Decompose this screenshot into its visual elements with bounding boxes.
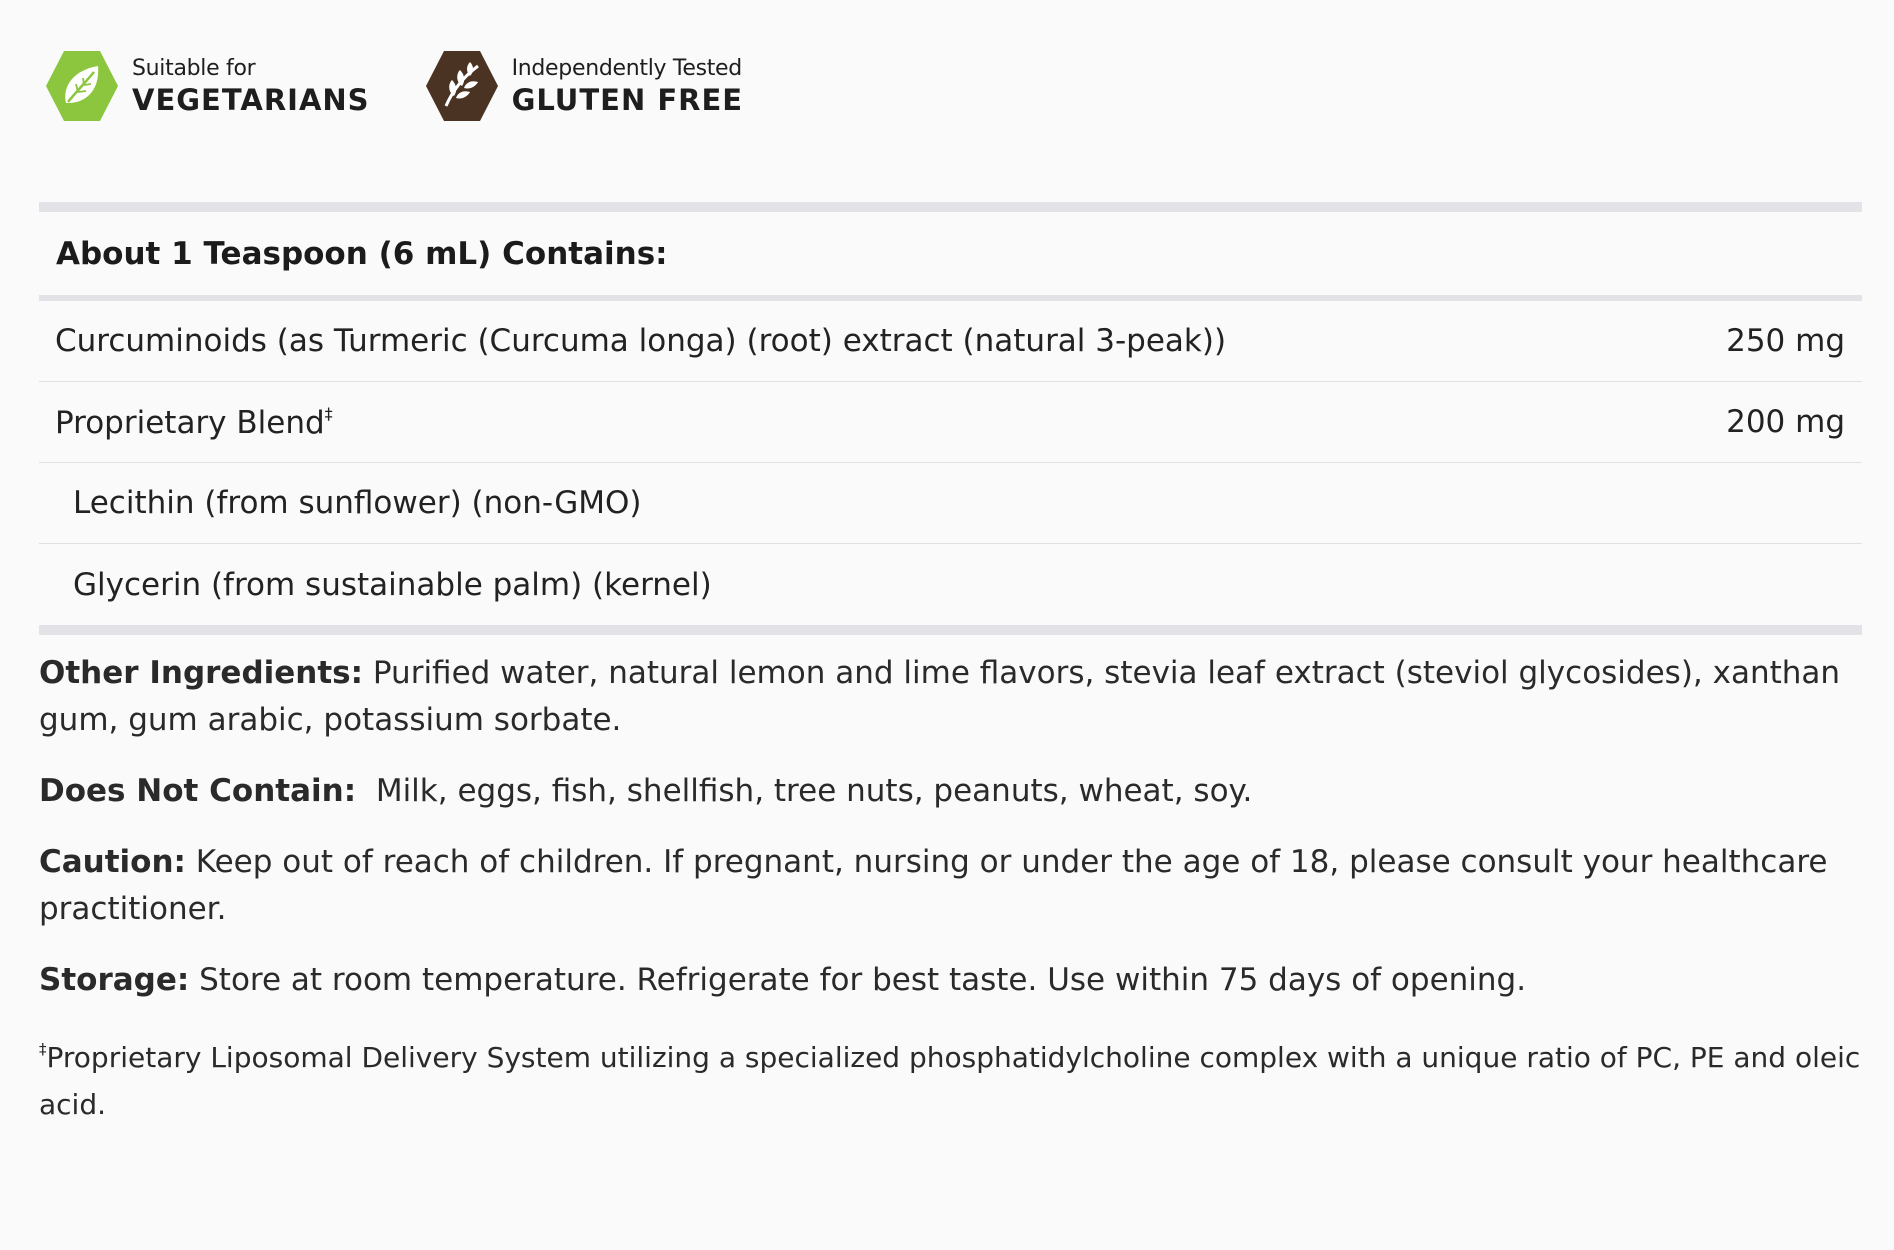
ingredient-row (39, 382, 1862, 463)
badge-row (44, 48, 797, 124)
ingredient-row (39, 301, 1862, 382)
badge-top-text: Independently Tested (511, 55, 742, 81)
other-ingredients (39, 650, 1869, 744)
footnote-mark: ‡ (39, 1040, 47, 1058)
other-ingredients-text: Purified water, natural lemon and lime flavors, stevia leaf extract (steviol glycosides), xanthan gum, gum arabic, potassium sorbate. (39, 655, 1841, 738)
other-ingredients-label: Other Ingredients: (39, 655, 364, 691)
footnote (39, 1026, 1869, 1128)
badge-bottom-text: VEGETARIANS (132, 82, 370, 117)
does-not-contain-text: Milk, eggs, fish, shellfish, tree nuts, peanuts, wheat, soy. (356, 773, 1253, 809)
caution-text: Keep out of reach of children. If pregnant, nursing or under the age of 18, please consult your healthcare practitioner. (39, 844, 1828, 927)
ingredient-name-wrap (55, 404, 333, 441)
ingredient-name: Glycerin (from sustainable palm) (kernel) (73, 566, 712, 603)
gluten-free-badge (424, 48, 744, 124)
serving-size-heading: About 1 Teaspoon (6 mL) Contains: (56, 235, 668, 272)
footnote-text: Proprietary Liposomal Delivery System utilizing a specialized phosphatidylcholine complex with a unique ratio of PC, PE and oleic acid. (39, 1041, 1861, 1121)
does-not-contain-label: Does Not Contain: (39, 773, 357, 809)
caution (39, 839, 1869, 933)
caution-label: Caution: (39, 844, 186, 880)
leaf-icon (44, 48, 120, 124)
ingredient-name: Curcuminoids (as Turmeric (Curcuma longa) (root) extract (natural 3-peak)) (55, 323, 1227, 359)
ingredient-amount: 250 mg (1726, 323, 1845, 359)
supplement-facts-table (39, 202, 1862, 635)
ingredient-row (39, 544, 1862, 625)
storage-label: Storage: (39, 962, 190, 998)
vegetarian-badge (44, 48, 370, 124)
storage-text: Store at room temperature. Refrigerate for best taste. Use within 75 days of opening. (189, 962, 1527, 998)
does-not-contain (39, 768, 1869, 815)
ingredient-row (39, 463, 1862, 544)
storage (39, 957, 1869, 1004)
badge-top-text: Suitable for (132, 55, 256, 81)
ingredient-amount: 200 mg (1726, 404, 1845, 440)
wheat-icon (424, 48, 500, 124)
label-notes (39, 650, 1869, 1128)
top-rule (39, 202, 1862, 212)
ingredient-name: Proprietary Blend (55, 404, 325, 441)
ingredient-name: Lecithin (from sunflower) (non-GMO) (73, 485, 642, 521)
bottom-rule (39, 625, 1862, 635)
badge-bottom-text: GLUTEN FREE (511, 82, 744, 117)
footnote-mark: ‡ (324, 403, 333, 423)
